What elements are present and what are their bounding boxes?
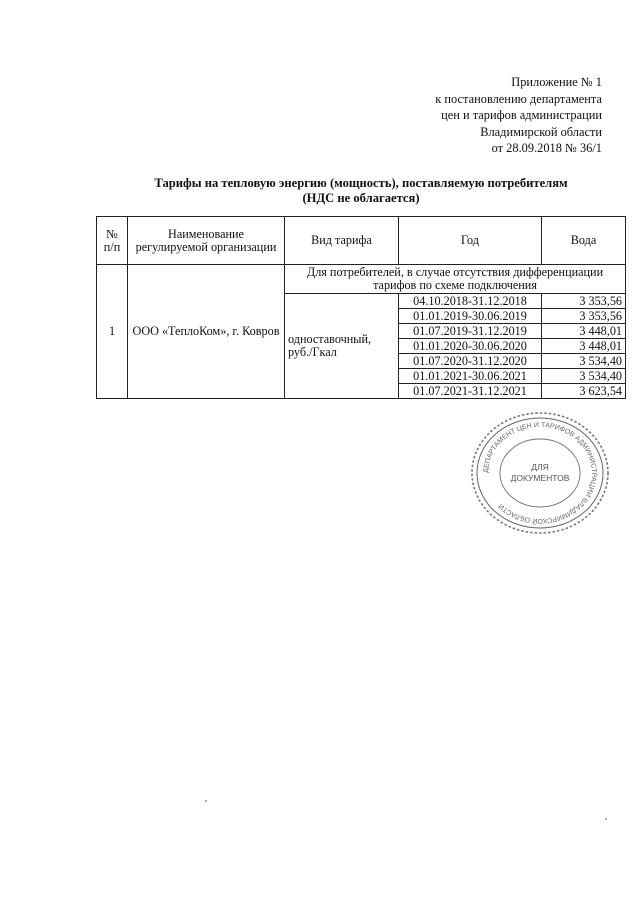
appendix-line: от 28.09.2018 № 36/1 xyxy=(491,141,602,156)
organization-name: ООО «ТеплоКом», г. Ковров xyxy=(128,265,285,399)
appendix-header xyxy=(435,74,602,157)
period-cell: 01.01.2021-30.06.2021 xyxy=(399,369,542,384)
title-line-2: (НДС не облагается) xyxy=(302,191,420,205)
period-cell: 01.01.2020-30.06.2020 xyxy=(399,339,542,354)
column-header-num: № п/п xyxy=(97,217,128,265)
period-cell: 01.07.2020-31.12.2020 xyxy=(399,354,542,369)
water-value-cell: 3 353,56 xyxy=(542,309,626,324)
appendix-line: к постановлению департамента xyxy=(435,91,602,106)
water-value-cell: 3 623,54 xyxy=(542,384,626,399)
consumer-subheader: Для потребителей, в случае отсутствия дифференциации тарифов по схеме подключения xyxy=(285,265,626,294)
column-header-year: Год xyxy=(399,217,542,265)
stamp-inner-text-1: ДЛЯ xyxy=(531,462,549,472)
column-header-water: Вода xyxy=(542,217,626,265)
row-number: 1 xyxy=(97,265,128,399)
title-line-1: Тарифы на тепловую энергию (мощность), поставляемую потребителям xyxy=(154,176,568,190)
period-cell: 01.07.2019-31.12.2019 xyxy=(399,324,542,339)
period-cell: 01.01.2019-30.06.2019 xyxy=(399,309,542,324)
water-value-cell: 3 448,01 xyxy=(542,339,626,354)
column-header-organization: Наименование регулируемой организации xyxy=(128,217,285,265)
period-cell: 01.07.2021-31.12.2021 xyxy=(399,384,542,399)
scan-speck xyxy=(605,818,607,820)
official-stamp xyxy=(460,408,620,538)
stamp-inner-text-2: ДОКУМЕНТОВ xyxy=(510,473,570,483)
period-cell: 04.10.2018-31.12.2018 xyxy=(399,294,542,309)
stamp-seal-icon xyxy=(460,408,620,538)
document-title xyxy=(96,176,626,206)
water-value-cell: 3 448,01 xyxy=(542,324,626,339)
tariff-table xyxy=(96,216,626,399)
appendix-line: Владимирской области xyxy=(480,124,602,139)
water-value-cell: 3 534,40 xyxy=(542,354,626,369)
table-subheader-row xyxy=(97,265,626,294)
stamp-ring-text: ДЕПАРТАМЕНТ ЦЕН И ТАРИФОВ АДМИНИСТРАЦИИ ВЛАДИМИРСКОЙ ОБЛАСТИ xyxy=(482,421,598,525)
table-header-row xyxy=(97,217,626,265)
water-value-cell: 3 353,56 xyxy=(542,294,626,309)
column-header-tariff-type: Вид тарифа xyxy=(285,217,399,265)
tariff-type: одноставочный, руб./Гкал xyxy=(285,294,399,399)
appendix-line: Приложение № 1 xyxy=(511,75,602,89)
scan-speck xyxy=(205,800,207,802)
water-value-cell: 3 534,40 xyxy=(542,369,626,384)
appendix-line: цен и тарифов администрации xyxy=(441,108,602,123)
